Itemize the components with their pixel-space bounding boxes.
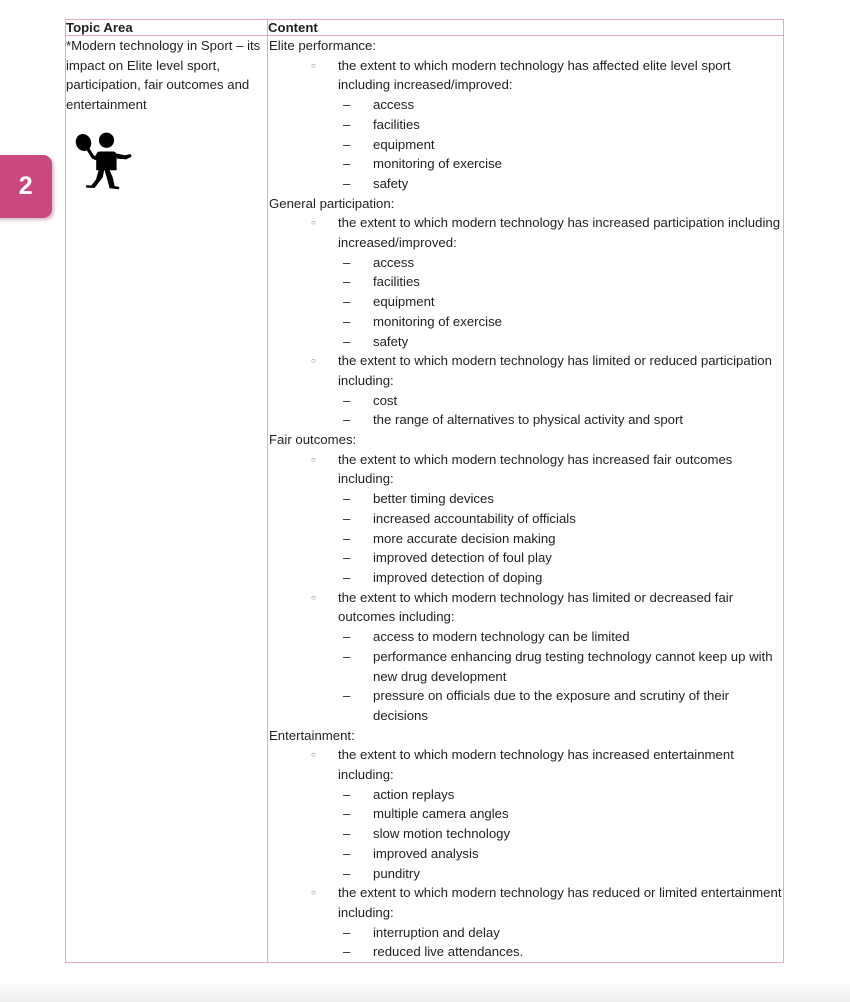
circle-bullet-icon: ○ bbox=[311, 592, 316, 602]
content-subpoint bbox=[268, 391, 783, 411]
dash-bullet-icon: – bbox=[343, 826, 351, 842]
content-point-list bbox=[268, 213, 783, 430]
content-subpoint bbox=[268, 489, 783, 509]
content-point bbox=[268, 883, 783, 922]
content-point-text: the extent to which modern technology has limited or reduced participation including: bbox=[338, 353, 772, 388]
content-subpoint-text: the range of alternatives to physical activity and sport bbox=[373, 412, 684, 428]
content-section-heading: General participation: bbox=[269, 195, 395, 211]
content-point-list bbox=[268, 56, 783, 194]
dash-bullet-icon: – bbox=[343, 412, 351, 428]
content-subpoint bbox=[268, 529, 783, 549]
content-subpoint bbox=[268, 135, 783, 155]
circle-bullet-icon: ○ bbox=[311, 356, 316, 366]
content-subpoint-list bbox=[268, 253, 783, 352]
content-subpoint bbox=[268, 312, 783, 332]
dash-bullet-icon: – bbox=[343, 550, 351, 566]
content-subpoint-text: monitoring of exercise bbox=[373, 313, 503, 329]
content-subpoint-text: pressure on officials due to the exposure and scrutiny of their decisions bbox=[373, 688, 730, 723]
content-subpoint bbox=[268, 509, 783, 529]
content-subpoint bbox=[268, 272, 783, 292]
content-point-text: the extent to which modern technology has increased entertainment including: bbox=[338, 747, 734, 783]
dash-bullet-icon: – bbox=[343, 175, 351, 191]
content-point bbox=[268, 351, 783, 390]
content-subpoint bbox=[268, 923, 783, 943]
dash-bullet-icon: – bbox=[343, 845, 351, 861]
content-subpoint bbox=[268, 844, 783, 864]
circle-bullet-icon: ○ bbox=[311, 218, 316, 228]
table-row bbox=[66, 36, 784, 963]
content-subpoint bbox=[268, 174, 783, 194]
dash-bullet-icon: – bbox=[343, 274, 351, 290]
dash-bullet-icon: – bbox=[343, 530, 351, 546]
dash-bullet-icon: – bbox=[343, 510, 351, 526]
content-subpoint bbox=[268, 627, 783, 647]
content-point bbox=[268, 56, 783, 95]
content-subpoint bbox=[268, 942, 783, 962]
content-subpoint-list bbox=[268, 785, 783, 884]
content-subpoint bbox=[268, 785, 783, 805]
content-subpoint-text: interruption and delay bbox=[373, 924, 500, 940]
content-subpoint-text: cost bbox=[373, 392, 398, 408]
content-subpoint-text: safety bbox=[373, 333, 409, 349]
dash-bullet-icon: – bbox=[343, 629, 351, 645]
dash-bullet-icon: – bbox=[343, 156, 351, 172]
dash-bullet-icon: – bbox=[343, 294, 351, 310]
dash-bullet-icon: – bbox=[343, 569, 351, 585]
dash-bullet-icon: – bbox=[343, 491, 351, 507]
circle-bullet-icon: ○ bbox=[311, 750, 316, 760]
content-subpoint-list bbox=[268, 923, 783, 962]
content-subpoint-text: improved analysis bbox=[373, 845, 479, 861]
content-subpoint bbox=[268, 115, 783, 135]
content-subpoint-text: access bbox=[373, 254, 415, 270]
content-cell bbox=[268, 36, 784, 963]
dash-bullet-icon: – bbox=[343, 136, 351, 152]
section-index-number: 2 bbox=[18, 172, 34, 200]
content-subpoint bbox=[268, 647, 783, 686]
dash-bullet-icon: – bbox=[343, 944, 351, 960]
content-subpoint-text: safety bbox=[373, 175, 409, 191]
content-subpoint bbox=[268, 154, 783, 174]
content-subpoint-list bbox=[268, 95, 783, 194]
content-subpoint-text: facilities bbox=[373, 274, 420, 290]
dash-bullet-icon: – bbox=[343, 116, 351, 132]
specification-table bbox=[65, 19, 784, 963]
section-index-tab[interactable] bbox=[0, 155, 52, 218]
content-subpoint-text: improved detection of doping bbox=[373, 569, 543, 585]
content-subpoint-text: equipment bbox=[373, 294, 435, 310]
dash-bullet-icon: – bbox=[343, 865, 351, 881]
content-subpoint bbox=[268, 824, 783, 844]
content-subpoint-text: more accurate decision making bbox=[373, 530, 556, 546]
table-header-row bbox=[66, 20, 784, 36]
tennis-player-icon bbox=[73, 130, 135, 190]
content-point bbox=[268, 213, 783, 252]
dash-bullet-icon: – bbox=[343, 786, 351, 802]
content-subpoint bbox=[268, 548, 783, 568]
circle-bullet-icon: ○ bbox=[311, 60, 316, 70]
content-subpoint-text: increased accountability of officials bbox=[373, 510, 576, 526]
content-point-text: the extent to which modern technology has affected elite level sport including increased/improved: bbox=[338, 57, 731, 93]
content-subpoint-list bbox=[268, 627, 783, 726]
content-outline bbox=[268, 36, 783, 962]
content-subpoint bbox=[268, 292, 783, 312]
circle-bullet-icon: ○ bbox=[311, 888, 316, 898]
content-subpoint-text: equipment bbox=[373, 136, 435, 152]
content-point-text: the extent to which modern technology has increased fair outcomes including: bbox=[338, 451, 733, 487]
content-section-heading: Entertainment: bbox=[269, 727, 355, 743]
content-point-text: the extent to which modern technology has limited or decreased fair outcomes including: bbox=[338, 589, 734, 625]
content-section-heading: Elite performance: bbox=[269, 38, 377, 53]
topic-area-text: *Modern technology in Sport – its impact on Elite level sport, participation, fair outcomes and entertainment bbox=[66, 38, 261, 112]
content-subpoint bbox=[268, 568, 783, 588]
content-subpoint bbox=[268, 410, 783, 430]
content-subpoint bbox=[268, 95, 783, 115]
content-point-text: the extent to which modern technology has reduced or limited entertainment including: bbox=[338, 885, 782, 920]
content-subpoint bbox=[268, 686, 783, 725]
dash-bullet-icon: – bbox=[343, 392, 351, 408]
content-subpoint bbox=[268, 804, 783, 824]
dash-bullet-icon: – bbox=[343, 688, 351, 704]
content-subpoint bbox=[268, 864, 783, 884]
dash-bullet-icon: – bbox=[343, 254, 351, 270]
content-subpoint-text: action replays bbox=[373, 786, 455, 802]
dash-bullet-icon: – bbox=[343, 648, 351, 664]
content-section-heading: Fair outcomes: bbox=[269, 432, 357, 448]
content-subpoint-list bbox=[268, 489, 783, 588]
content-subpoint-text: facilities bbox=[373, 116, 420, 132]
content-subpoint-text: monitoring of exercise bbox=[373, 156, 503, 172]
content-subpoint-text: slow motion technology bbox=[373, 826, 511, 842]
content-point-list bbox=[268, 745, 783, 962]
content-subpoint-text: better timing devices bbox=[373, 491, 494, 507]
content-point bbox=[268, 450, 783, 489]
content-subpoint bbox=[268, 253, 783, 273]
dash-bullet-icon: – bbox=[343, 333, 351, 349]
content-subpoint-text: performance enhancing drug testing technology cannot keep up with new drug development bbox=[373, 648, 773, 684]
content-subpoint-text: punditry bbox=[373, 865, 420, 881]
topic-area-cell bbox=[66, 36, 268, 963]
content-subpoint-text: reduced live attendances. bbox=[373, 944, 524, 960]
circle-bullet-icon: ○ bbox=[311, 454, 316, 464]
column-header-topic-area: Topic Area bbox=[66, 20, 268, 36]
dash-bullet-icon: – bbox=[343, 97, 351, 113]
dash-bullet-icon: – bbox=[343, 806, 351, 822]
content-subpoint-text: access bbox=[373, 97, 415, 113]
content-subpoint-text: multiple camera angles bbox=[373, 806, 509, 822]
dash-bullet-icon: – bbox=[343, 313, 351, 329]
dash-bullet-icon: – bbox=[343, 924, 351, 940]
content-subpoint bbox=[268, 332, 783, 352]
content-point bbox=[268, 588, 783, 627]
page-bottom-edge bbox=[0, 983, 850, 1002]
content-point bbox=[268, 745, 783, 784]
content-subpoint-list bbox=[268, 391, 783, 430]
content-point-list bbox=[268, 450, 783, 726]
content-subpoint-text: access to modern technology can be limited bbox=[373, 629, 630, 645]
column-header-content: Content bbox=[268, 20, 784, 36]
content-point-text: the extent to which modern technology has increased participation including increased/improved: bbox=[338, 215, 781, 251]
content-subpoint-text: improved detection of foul play bbox=[373, 550, 552, 566]
